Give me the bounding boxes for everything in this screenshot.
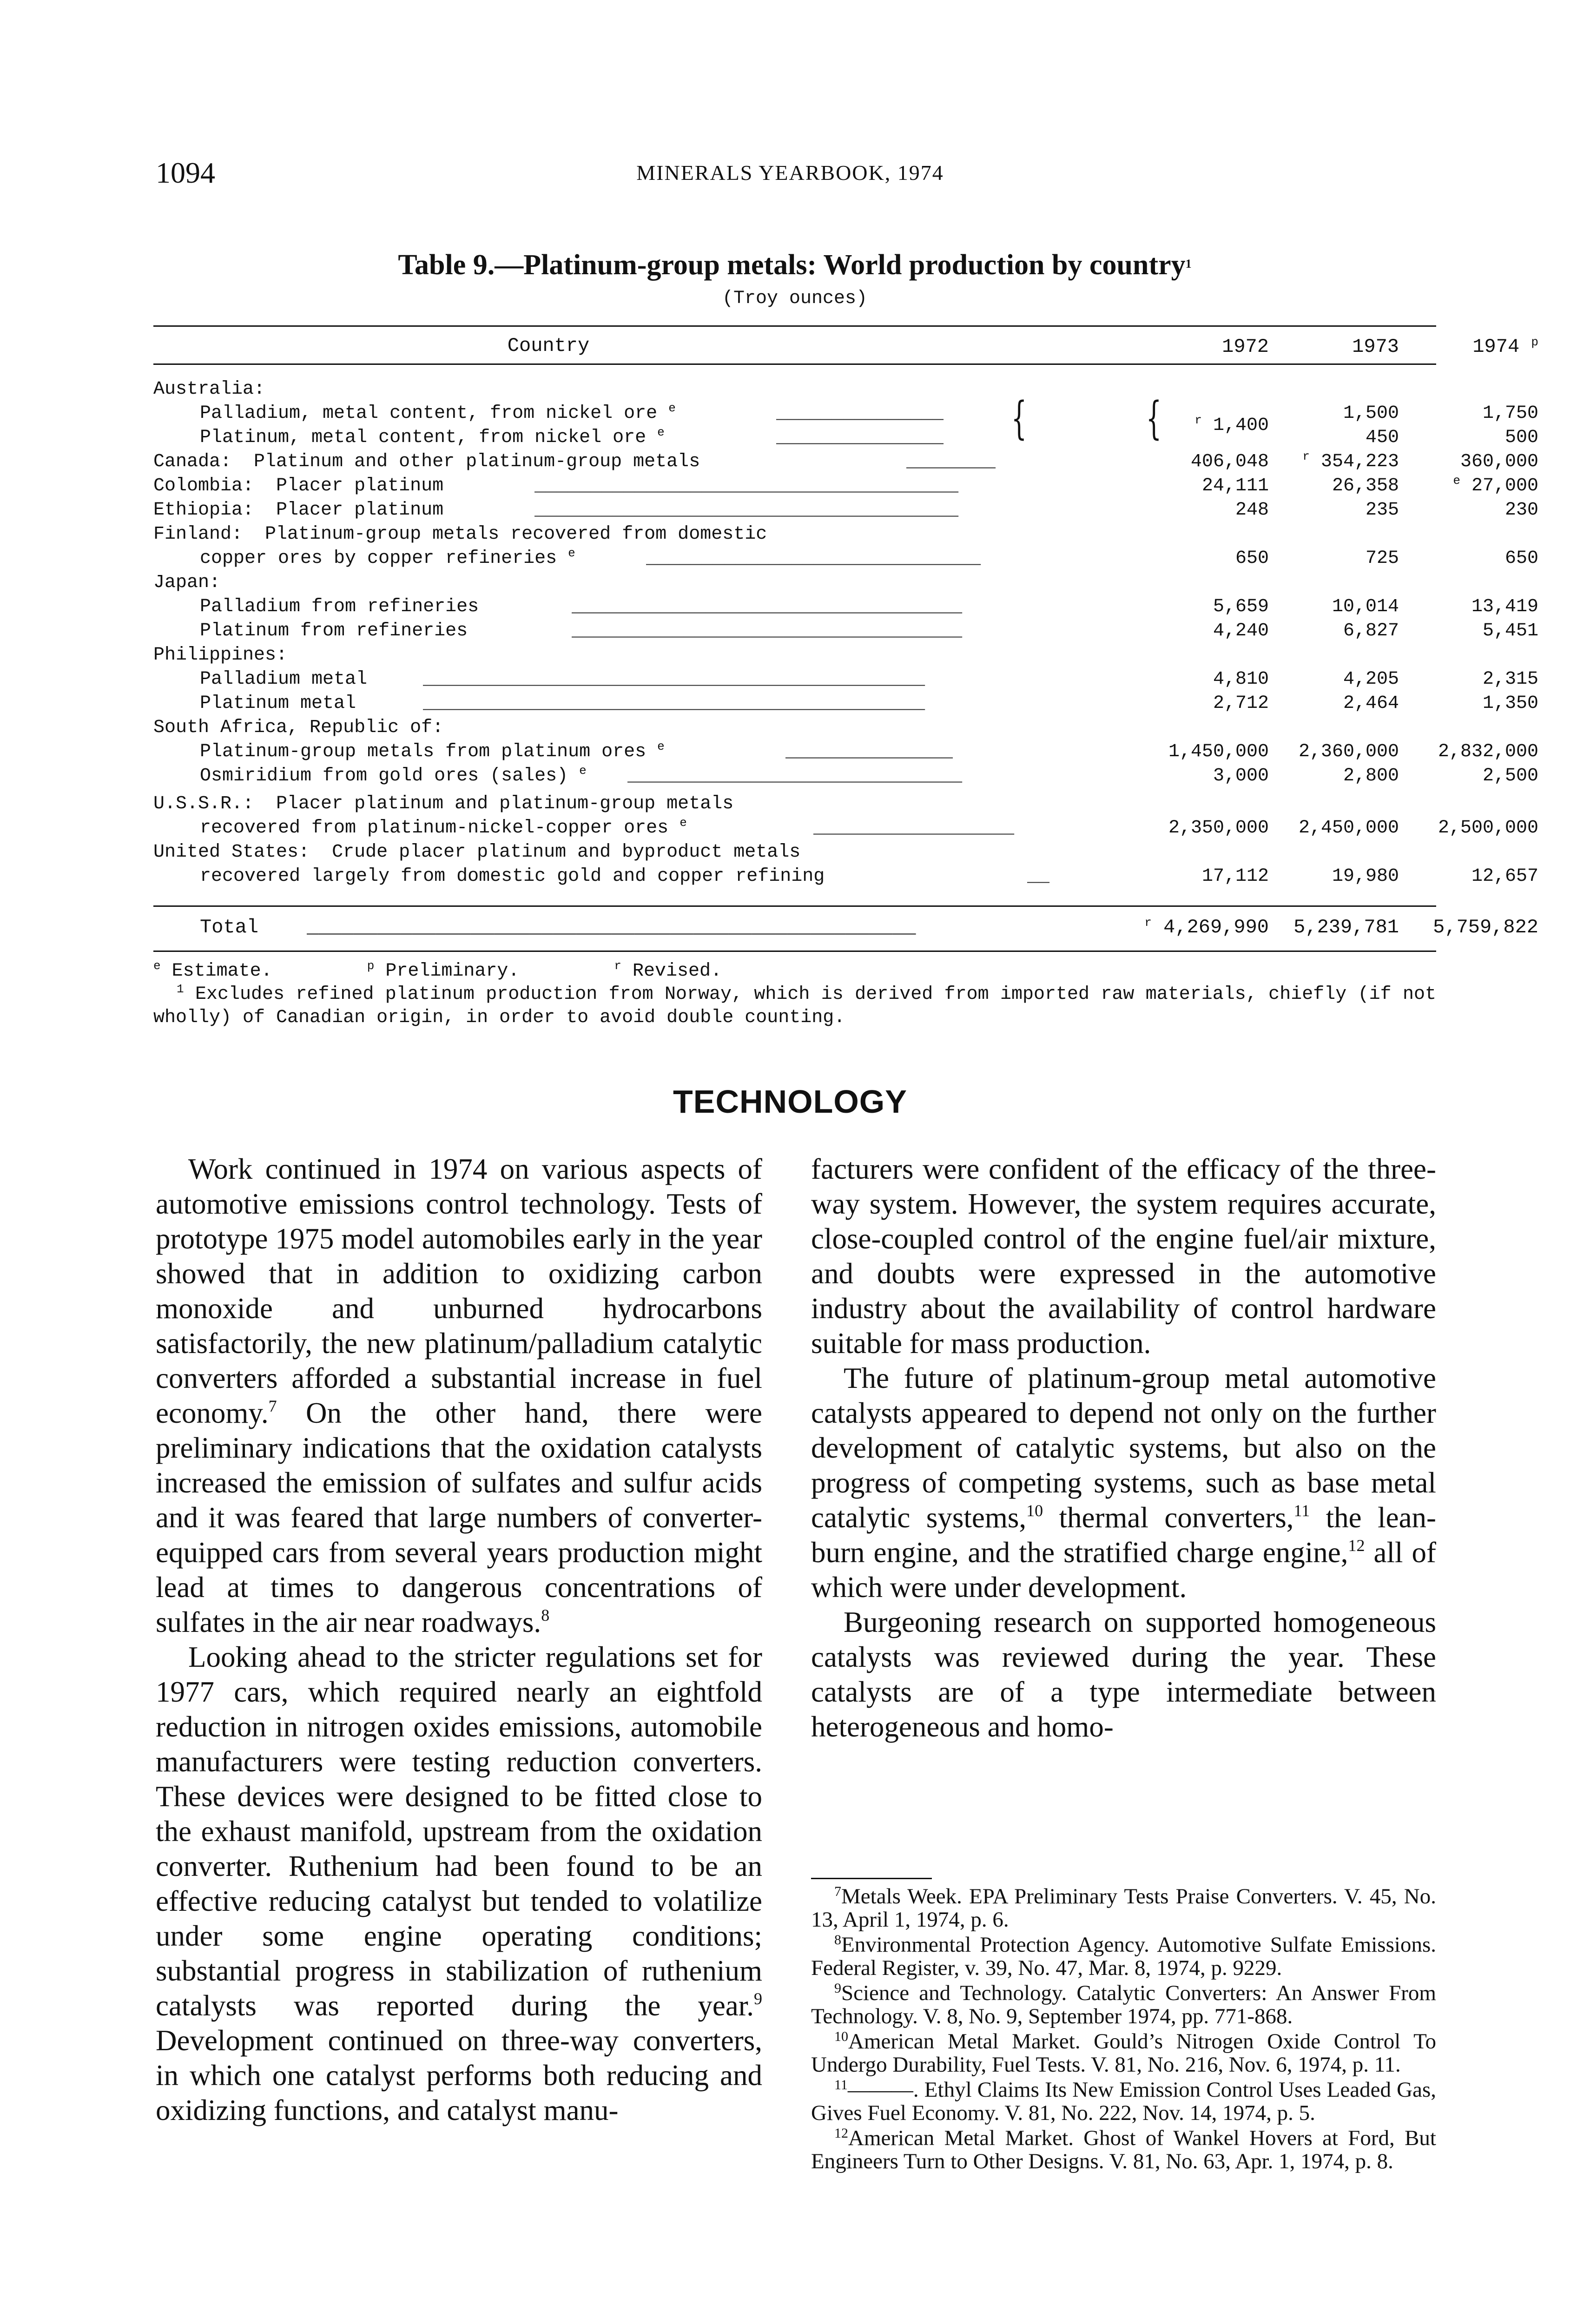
dot-leader: ___________________________________ [572,596,963,617]
paragraph: Looking ahead to the stricter regulations set for 1977 cars, which required nearly an eightfold reduction in nitrogen oxides emissions, automobile manufacturers were testing reduction converters. These devices were designed to be fitted close to the exhaust manifold, upstream from the oxidation converter. Ruthenium had been found to be an effective reducing catalyst but tended to volatilize under some engine operating conditions; substantial progress in stabilization of ruthenium catalysts was reported during the year.$^9$ Development continued on three-way converters, in which one catalyst performs both reducing and oxidizing functions, and catalyst manu- [156,1641,762,2126]
total-1974: 5,759,822 [1433,916,1538,938]
row-label: Philippines: [153,645,288,666]
table-cell: 2,500 [1482,766,1538,786]
table-cell: 2,712 [1213,693,1269,714]
row-label: Japan: [153,572,221,593]
table-row [153,619,1538,643]
table-row [153,643,1436,667]
dot-leader: ____________________________________________________ [307,916,916,938]
text-column-left [156,1152,762,2128]
dot-leader: _____________________________________________ [423,669,925,690]
legend-estimate: $^e$ Estimate. [153,959,272,982]
table-cell: 235 [1365,500,1399,521]
dot-leader: ______________________________________ [534,475,959,496]
running-head: MINERALS YEARBOOK, 1974 [636,161,944,185]
paragraph: facturers were confident of the efficacy of the three-way system. However, the system requires accurate, close-coupled control of the engine fuel/air mixture, and doubts were expressed in the automotive industry about the availability of control hardware suitable for mass production. [811,1153,1436,1360]
footnote-rule [811,1878,932,1879]
table-row [153,792,1436,816]
table-cell: 1,500 [1343,403,1399,424]
row-label: Palladium from refineries [200,596,479,617]
table-cell: 2,800 [1343,766,1399,786]
table-footnote-1: $^1$ Excludes refined platinum production from Norway, which is derived from imported raw materials, chiefly (if not wholly) of Canadian origin, in order to avoid double counting. [153,982,1436,1028]
table-row [153,522,1436,547]
column-header-1973: 1973 [1352,336,1399,358]
table-cell: 17,112 [1201,866,1269,887]
table-cell: 2,315 [1482,669,1538,690]
table-cell: 19,980 [1332,866,1399,887]
table-cell: $^r$ 1,400 [1194,413,1269,436]
row-label: Palladium metal [200,669,368,690]
row-label: Colombia: Placer platinum [153,475,444,496]
table-cell: 248 [1235,500,1269,521]
reference-footnotes [811,1885,1436,2175]
table-cell: 10,014 [1332,596,1399,617]
table-row [153,571,1436,595]
reference-item: $^7$Metals Week. EPA Preliminary Tests Praise Converters. V. 45, No. 13, April 1, 1974, p. 6. [811,1884,1436,1932]
table-cell: 4,205 [1343,669,1399,690]
table-cell: 13,419 [1471,596,1538,617]
table-cell: 450 [1365,427,1399,448]
table-body [153,377,1538,889]
text-column-right [811,1152,1436,1744]
table-row [153,840,1436,865]
row-label: Finland: Platinum-group metals recovered from domestic [153,524,767,545]
table-cell: 650 [1504,548,1538,569]
table-cell: 1,450,000 [1168,741,1269,762]
table-cell: $^r$ 354,223 [1302,449,1399,472]
row-label: Palladium, metal content, from nickel ore $^e$ [200,401,676,424]
row-label: Platinum-group metals from platinum ores $^e$ [200,739,665,762]
table-title-note: 1 [1185,257,1192,271]
table-header-rule [153,363,1436,365]
page-number: 1094 [156,156,215,189]
table-cell: 2,500,000 [1438,818,1538,838]
table-title [153,249,1436,282]
table-cell: 12,657 [1471,866,1538,887]
table-cell: 3,000 [1213,766,1269,786]
table-row [153,498,1538,522]
dot-leader: ______________________________ [627,766,963,786]
table-top-rule [153,325,1436,327]
table-cell: 2,450,000 [1298,818,1399,838]
row-label: Canada: Platinum and other platinum-group metals [153,451,700,472]
legend-revised: $^r$ Revised. [614,959,722,982]
brace-1972: { [1011,392,1027,444]
row-label: Ethiopia: Placer platinum [153,500,444,521]
table-cell: 1,350 [1482,693,1538,714]
table-total-row [153,913,1538,941]
table-cell: 500 [1504,427,1538,448]
table-row [153,816,1538,840]
table-cell: 26,358 [1332,475,1399,496]
table-cell: 5,451 [1482,621,1538,641]
row-label: Platinum metal [200,693,356,714]
table-subtitle: (Troy ounces) [722,288,868,309]
table-row [153,716,1436,740]
table-row [153,595,1538,619]
table-row [153,764,1538,788]
table-cell: 2,360,000 [1298,741,1399,762]
table-row [153,377,1436,402]
row-label: South Africa, Republic of: [153,717,444,738]
table-cell: 360,000 [1460,451,1538,472]
table-row [153,546,1538,571]
row-label: Platinum from refineries [200,621,468,641]
row-label: United States: Crude placer platinum and byproduct metals [153,842,801,863]
dot-leader: _____________________________________________ [423,693,925,714]
paragraph: Work continued in 1974 on various aspects of automotive emissions control technology. Tests of prototype 1975 model automobiles early in the year showed that in addition to oxidizing carbon monoxide and unburned hydrocarbons satisfactorily, the new platinum/palladium catalytic converters afforded a substantial increase in fuel economy.$^7$ On the other hand, there were preliminary indications that the oxidation catalysts increased the emission of sulfates and sulfur acids and it was feared that large numbers of converter-equipped cars from several years production might lead at times to dangerous concentrations of sulfates in the air near roadways.$^8$ [156,1153,762,1638]
dot-leader: __________________ [813,818,1015,838]
row-label: copper ores by copper refineries $^e$ [200,546,575,569]
table-cell: 5,659 [1213,596,1269,617]
dot-leader: ______________________________ [646,548,981,569]
reference-item: $^8$Environmental Protection Agency. Automotive Sulfate Emissions. Federal Register, v. 39, No. 47, Mar. 8, 1974, p. 9229. [811,1932,1436,1980]
reference-item: $^{10}$American Metal Market. Gould’s Nitrogen Oxide Control To Undergo Durability, Fuel Tests. V. 81, No. 216, Nov. 6, 1974, p. 11. [811,2029,1436,2077]
total-1972: $^r$ 4,269,990 [1144,916,1269,938]
section-heading: TECHNOLOGY [673,1083,907,1120]
dot-leader: _______________ [776,403,944,424]
table-cell: 650 [1235,548,1269,569]
table-row [153,692,1538,716]
row-label: recovered from platinum-nickel-copper ores $^e$ [200,816,687,838]
dot-leader: ___________________________________ [572,621,963,641]
dot-leader: ______________________________________ [534,500,959,521]
dot-leader: __ [1027,866,1050,887]
table-row [153,739,1538,764]
table-header [153,331,1538,359]
column-header-1974: 1974 $^p$ [1472,335,1538,358]
table-row [153,865,1538,889]
table-cell: 24,111 [1201,475,1269,496]
table-row [153,667,1538,692]
table-footnotes [153,960,1436,1030]
table-cell: $^e$ 27,000 [1453,474,1538,496]
row-label: recovered largely from domestic gold and copper refining [200,866,825,887]
total-label: Total [200,916,259,938]
dot-leader: ________ [906,451,996,472]
reference-item: $^{11}$———. Ethyl Claims Its New Emission Control Uses Leaded Gas, Gives Fuel Economy. V. 81, No. 222, Nov. 14, 1974, p. 5. [811,2077,1436,2125]
dot-leader: _______________ [776,427,944,448]
table-cell: 2,464 [1343,693,1399,714]
table-cell: 230 [1504,500,1538,521]
row-label: Platinum, metal content, from nickel ore $^e$ [200,425,665,448]
table-row [153,449,1538,474]
total-1973: 5,239,781 [1293,916,1399,938]
table-cell: 4,240 [1213,621,1269,641]
table-title-text: Table 9.—Platinum-group metals: World production by country [398,249,1186,281]
table-bottom-rule [153,951,1436,952]
column-header-1972: 1972 [1222,336,1269,358]
table-cell: 725 [1365,548,1399,569]
paragraph: Burgeoning research on supported homogeneous catalysts was reviewed during the year. These catalysts are of a type intermediate between heterogeneous and homo- [811,1606,1436,1743]
table-cell: 6,827 [1343,621,1399,641]
table-cell: 2,832,000 [1438,741,1538,762]
table-total-rule [153,905,1436,907]
table-cell: 1,750 [1482,403,1538,424]
paragraph: The future of platinum-group metal automotive catalysts appeared to depend not only on the further development of catalytic systems, but also on the progress of competing systems, such as base metal catalytic systems,$^{10}$ thermal converters,$^{11}$ the lean-burn engine, and the stratified charge engine,$^{12}$ all of which were under development. [811,1362,1437,1604]
table-cell: 4,810 [1213,669,1269,690]
reference-item: $^9$Science and Technology. Catalytic Converters: An Answer From Technology. V. 8, No. 9, September 1974, pp. 771-868. [811,1981,1436,2028]
row-label: Osmiridium from gold ores (sales) $^e$ [200,764,587,786]
dot-leader: _______________ [785,741,953,762]
table-cell: 406,048 [1190,451,1269,472]
table-cell: 2,350,000 [1168,818,1269,838]
legend-preliminary: $^p$ Preliminary. [367,959,520,982]
row-label: Australia: [153,379,265,400]
footnote-legend [153,960,1436,983]
row-label: U.S.S.R.: Placer platinum and platinum-group metals [153,793,734,814]
brace-1973: { [1146,392,1162,444]
column-header-country: Country [507,335,590,357]
reference-item: $^{12}$American Metal Market. Ghost of Wankel Hovers at Ford, But Engineers Turn to Other Designs. V. 81, No. 63, Apr. 1, 1974, p. 8. [811,2126,1436,2173]
table-row [153,474,1538,498]
